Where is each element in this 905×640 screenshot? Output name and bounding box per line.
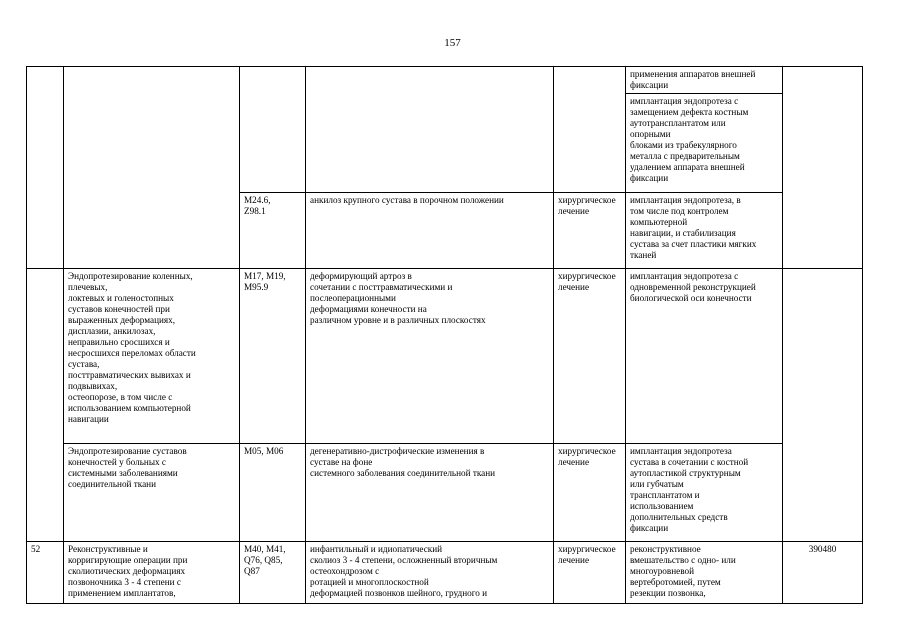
cell-text-line: подвывихах,	[68, 381, 118, 391]
treatment-type-cell	[554, 193, 626, 269]
cell-text-line: фиксации	[630, 523, 669, 533]
medical-care-table	[26, 66, 863, 604]
cell-text-line: сустава,	[68, 359, 100, 369]
icd-codes-cell	[240, 67, 306, 193]
price-cell	[783, 269, 863, 542]
cell-text-line: сустава за счет пластики мягких	[630, 239, 757, 249]
treatment-method-cell	[626, 269, 783, 444]
treatment-method-cell	[626, 444, 783, 542]
treatment-type-cell	[554, 444, 626, 542]
cell-text-line: корригирующие операции при	[68, 555, 188, 565]
cell-text-line: лечение	[558, 206, 590, 216]
cell-text-line: сколиотических деформациях	[68, 566, 186, 576]
cell-text-line: Эндопротезирование коленных,	[68, 271, 193, 281]
row-number-cell	[27, 269, 64, 542]
cell-text-line: сколиоз 3 - 4 степени, осложненный вторичным	[310, 555, 498, 565]
patient-model-cell	[306, 444, 554, 542]
cell-text-line: компьютерной	[630, 217, 688, 227]
treatment-method-cell	[626, 542, 783, 604]
patient-model-cell	[306, 67, 554, 193]
cell-text-line: деформацией позвонков шейного, грудного и	[310, 588, 488, 598]
cell-text-line: аутопластикой структурным	[630, 468, 741, 478]
cell-text-line: Z98.1	[244, 206, 266, 216]
cell-text-line: послеоперационными	[310, 293, 396, 303]
treatment-method-cell	[626, 193, 783, 269]
cell-text-line: деформациями конечности на	[310, 304, 427, 314]
cell-text-line: блоками из трабекулярного	[630, 140, 737, 150]
cell-text-line: вмешательство с одно- или	[630, 555, 736, 565]
cell-text-line: хирургическое	[558, 271, 616, 281]
cell-text-line: M05, M06	[244, 446, 284, 456]
cell-text-line: остеохондрозом с	[310, 566, 380, 576]
cell-text-line: деформирующий артроз в	[310, 271, 412, 281]
cell-text-line: сочетании с посттравматическими и	[310, 282, 453, 292]
cell-text-line: хирургическое	[558, 446, 616, 456]
cell-text-line: металла с предварительным	[630, 151, 740, 161]
patient-model-cell	[306, 193, 554, 269]
cell-text-line: суставов конечностей при	[68, 304, 170, 314]
cell-text-line: ротацией и многоплоскостной	[310, 577, 429, 587]
cell-text-line: навигации	[68, 414, 109, 424]
cell-text-line: дисплазии, анкилозах,	[68, 326, 156, 336]
cell-text-line: M40, M41,	[244, 544, 286, 554]
cell-text-line: анкилоз крупного сустава в порочном положении	[310, 195, 504, 205]
treatment-type-cell	[554, 67, 626, 193]
cell-text-line: локтевых и голеностопных	[68, 293, 174, 303]
cell-text-line: применением имплантатов,	[68, 588, 176, 598]
icd-codes-cell	[240, 269, 306, 444]
cell-text-line: замещением дефекта костным	[630, 107, 749, 117]
page-number: 157	[444, 37, 461, 49]
cell-text-line: Q76, Q85,	[244, 555, 283, 565]
cell-text-line: остеопорозе, в том числе с	[68, 392, 173, 402]
cell-text-line: позвоночника 3 - 4 степени с	[68, 577, 181, 587]
cell-text-line: дегенеративно-дистрофические изменения в	[310, 446, 485, 456]
care-type-cell	[64, 542, 240, 604]
cell-text-line: Q87	[244, 566, 260, 576]
row-number-cell: 52	[27, 542, 64, 604]
cell-text-line: лечение	[558, 555, 590, 565]
cell-text-line: M95.9	[244, 282, 269, 292]
cell-text-line: различном уровне и в различных плоскостях	[310, 315, 486, 325]
cell-text-line: использованием компьютерной	[68, 403, 191, 413]
cell-text-line: имплантация эндопротеза с	[630, 271, 739, 281]
cell-text-line: опорными	[630, 129, 671, 139]
cell-text-line: применения аппаратов внешней	[630, 69, 756, 79]
icd-codes-cell	[240, 542, 306, 604]
cell-text-line: лечение	[558, 282, 590, 292]
cell-text-line: плечевых,	[68, 282, 108, 292]
cell-text-line: одновременной реконструкцией	[630, 282, 756, 292]
patient-model-cell	[306, 269, 554, 444]
cell-text-line: системными заболеваниями	[68, 468, 178, 478]
row-number-cell	[27, 67, 64, 269]
cell-text-line: соединительной ткани	[68, 479, 157, 489]
cell-text-line: системного заболевания соединительной ткани	[310, 468, 496, 478]
icd-codes-cell	[240, 193, 306, 269]
price-cell: 390480	[783, 542, 863, 604]
cell-text-line: многоуровневой	[630, 566, 695, 576]
cell-text-line: имплантация эндопротеза	[630, 446, 732, 456]
table-row	[27, 67, 863, 94]
cell-text-line: конечностей у больных с	[68, 457, 166, 467]
price-cell	[783, 67, 863, 269]
cell-text-line: инфантильный и идиопатический	[310, 544, 443, 554]
cell-text-line: хирургическое	[558, 195, 616, 205]
cell-text-line: или губчатым	[630, 479, 684, 489]
cell-text-line: M17, M19,	[244, 271, 286, 281]
treatment-type-cell	[554, 542, 626, 604]
cell-text-line: аутотрансплантатом или	[630, 118, 726, 128]
icd-codes-cell	[240, 444, 306, 542]
cell-text-line: посттравматических вывихах и	[68, 370, 191, 380]
cell-text-line: фиксации	[630, 80, 669, 90]
cell-text-line: сустава в сочетании с костной	[630, 457, 749, 467]
cell-text-line: M24.6,	[244, 195, 271, 205]
cell-text-line: реконструктивное	[630, 544, 701, 554]
table-row	[27, 269, 863, 444]
cell-text-line: фиксации	[630, 173, 669, 183]
cell-text-line: вертебротомией, путем	[630, 577, 721, 587]
treatment-method-cell	[626, 67, 783, 94]
cell-text-line: трансплантатом и	[630, 490, 700, 500]
table-row	[27, 444, 863, 542]
table-row	[27, 542, 863, 604]
treatment-method-cell	[626, 94, 783, 193]
care-type-cell	[64, 444, 240, 542]
cell-text-line: Эндопротезирование суставов	[68, 446, 187, 456]
cell-text-line: неправильно сросшихся и	[68, 337, 170, 347]
cell-text-line: Реконструктивные и	[68, 544, 148, 554]
cell-text-line: тканей	[630, 250, 657, 260]
cell-text-line: суставе на фоне	[310, 457, 373, 467]
cell-text-line: навигации, и стабилизация	[630, 228, 736, 238]
cell-text-line: дополнительных средств	[630, 512, 728, 522]
cell-text-line: использованием	[630, 501, 694, 511]
cell-text-line: несросшихся переломах области	[68, 348, 196, 358]
care-type-cell	[64, 269, 240, 444]
cell-text-line: хирургическое	[558, 544, 616, 554]
patient-model-cell	[306, 542, 554, 604]
cell-text-line: лечение	[558, 457, 590, 467]
cell-text-line: имплантация эндопротеза, в	[630, 195, 741, 205]
cell-text-line: имплантация эндопротеза с	[630, 96, 739, 106]
cell-text-line: удалением аппарата внешней	[630, 162, 745, 172]
care-type-cell	[64, 67, 240, 269]
cell-text-line: резекции позвонка,	[630, 588, 706, 598]
cell-text-line: биологической оси конечности	[630, 293, 752, 303]
cell-text-line: выраженных деформациях,	[68, 315, 176, 325]
cell-text-line: том числе под контролем	[630, 206, 729, 216]
treatment-type-cell	[554, 269, 626, 444]
